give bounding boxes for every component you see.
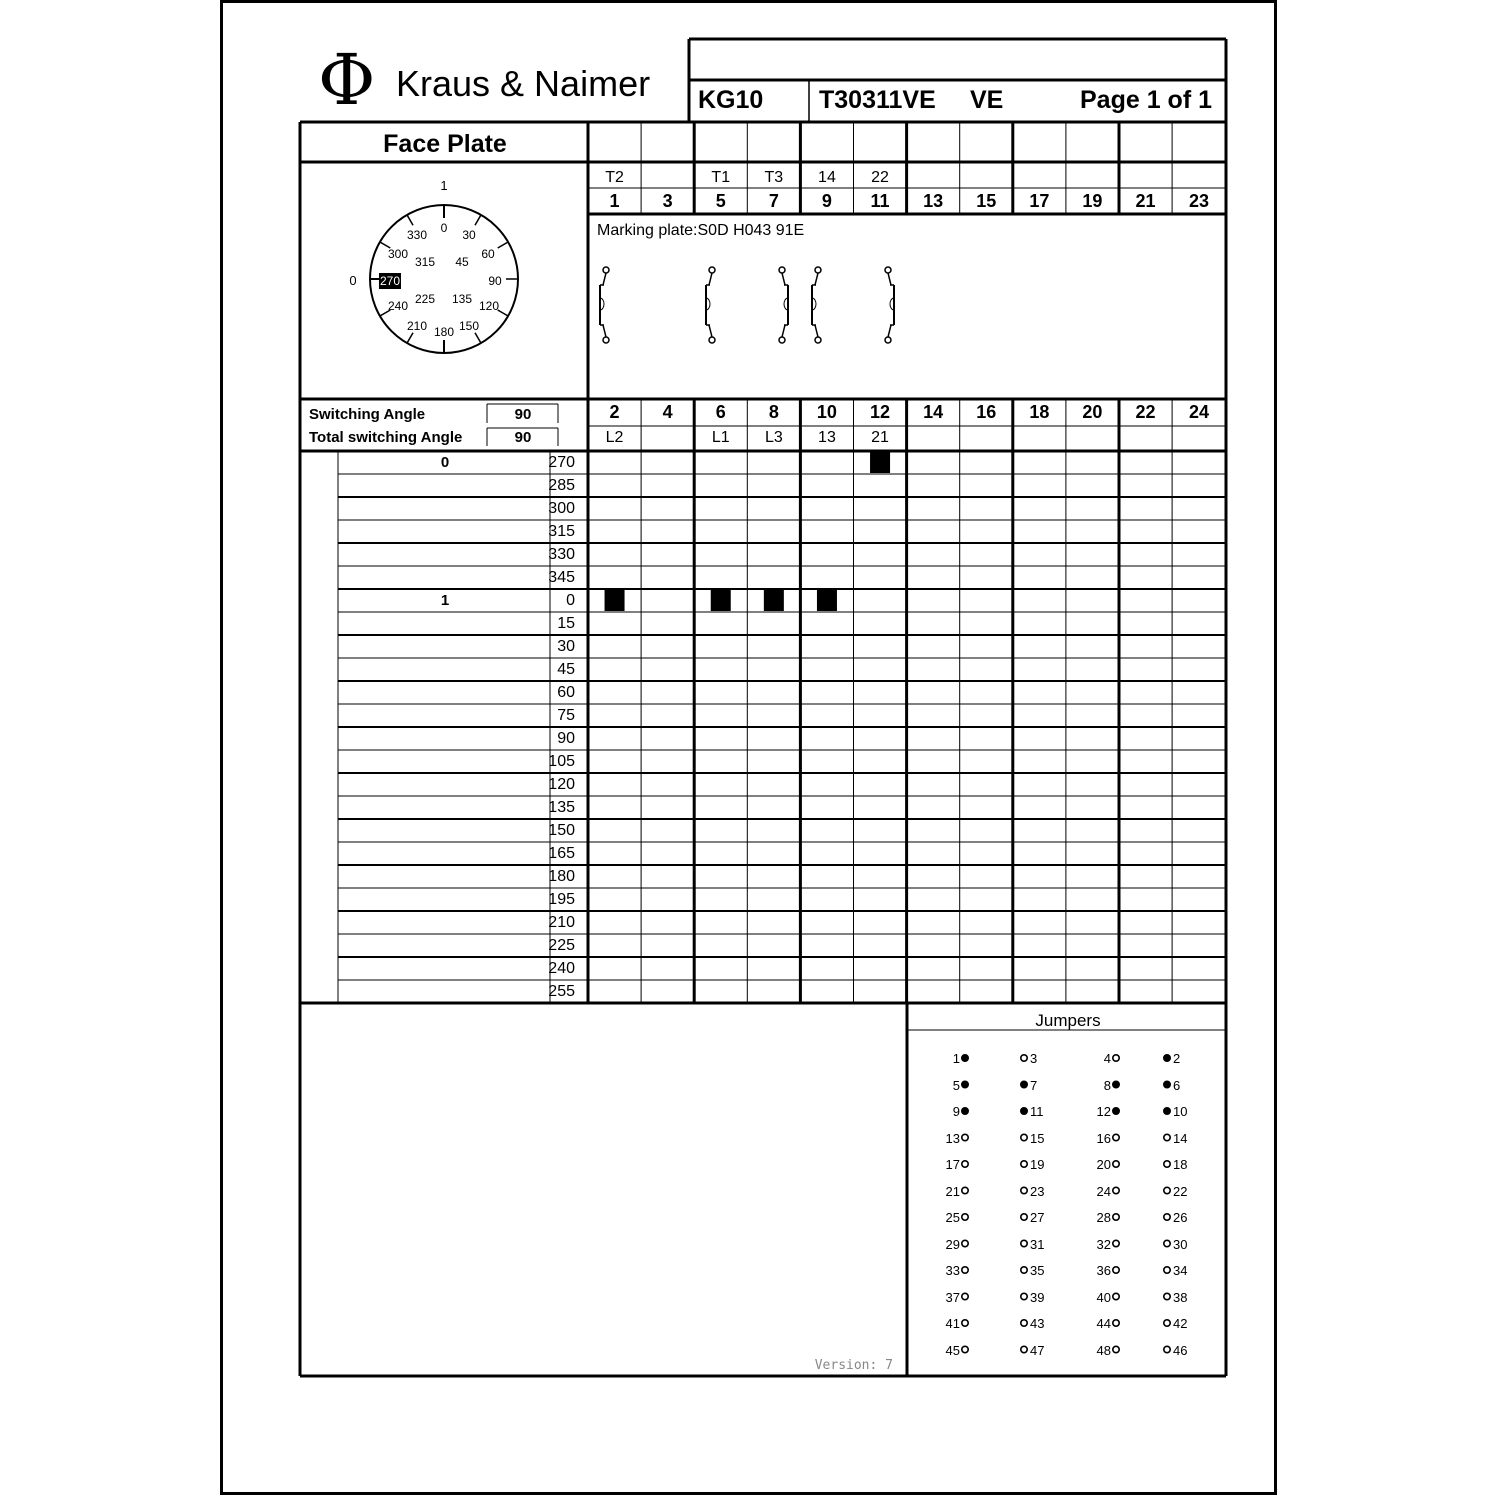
dial-angle-label: 0 <box>440 221 448 235</box>
jumper-open-dot <box>962 1240 968 1246</box>
jumper-number: 40 <box>1096 1289 1111 1305</box>
contact-terminal <box>815 267 821 273</box>
contact-top-number: 13 <box>923 191 944 211</box>
dial-angle-label: 300 <box>387 247 409 261</box>
jumper-open-dot <box>1021 1346 1027 1352</box>
dial-tick <box>498 242 508 248</box>
dial-position-label: 1 <box>440 178 448 193</box>
jumper-number: 6 <box>1173 1077 1181 1093</box>
contact-terminal <box>815 337 821 343</box>
jumper-open-dot <box>1021 1134 1027 1140</box>
dial-angle-label: 330 <box>406 228 428 242</box>
jumper-open-dot <box>1164 1267 1170 1273</box>
jumper-connected-dot <box>1113 1108 1119 1114</box>
dial-angle-label: 90 <box>488 274 502 288</box>
switching-angle-label: Switching Angle <box>309 406 426 423</box>
dial-angle-label: 30 <box>462 228 476 242</box>
jumper-number: 43 <box>1030 1316 1045 1331</box>
contact-top-label: T3 <box>764 169 784 186</box>
jumper-open-dot <box>1021 1187 1027 1193</box>
position-angle: 165 <box>548 845 575 862</box>
jumper-number: 47 <box>1030 1342 1045 1358</box>
contact-top-number: 19 <box>1082 191 1103 211</box>
contact-top-label: T1 <box>711 169 731 186</box>
position-angle: 180 <box>548 868 575 885</box>
jumper-open-dot <box>962 1346 968 1352</box>
jumper-number: 14 <box>1173 1130 1188 1146</box>
contact-bottom-label: 13 <box>818 429 836 446</box>
jumper-connected-dot <box>1021 1108 1027 1114</box>
contact-bottom-number: 4 <box>662 402 673 422</box>
jumper-number: 13 <box>945 1130 960 1146</box>
jumper-number: 32 <box>1096 1236 1111 1252</box>
jumper-number: 46 <box>1173 1342 1188 1358</box>
contact-bottom-number: 12 <box>870 402 891 422</box>
jumper-open-dot <box>962 1293 968 1299</box>
jumper-open-dot <box>1164 1240 1170 1246</box>
contact-top-number: 7 <box>768 191 779 211</box>
dial-angle-label: 135 <box>451 292 473 306</box>
position-angle: 135 <box>548 799 575 816</box>
position-angle: 150 <box>548 822 575 839</box>
jumper-open-dot <box>1113 1267 1119 1273</box>
jumper-number: 31 <box>1030 1236 1045 1252</box>
dial-tick <box>475 333 481 343</box>
dial-tick <box>407 215 413 225</box>
jumper-open-dot <box>1164 1346 1170 1352</box>
jumper-number: 26 <box>1173 1210 1188 1225</box>
contact-bottom-number: 16 <box>976 402 997 422</box>
jumper-number: 27 <box>1030 1210 1045 1225</box>
jumper-number: 42 <box>1173 1316 1188 1331</box>
jumper-open-dot <box>1164 1214 1170 1220</box>
position-angle: 30 <box>557 638 575 655</box>
dial-angle-label: 180 <box>433 325 455 339</box>
jumper-connected-dot <box>962 1108 968 1114</box>
jumper-number: 15 <box>1030 1130 1045 1146</box>
closed-contact-mark <box>870 452 890 473</box>
closed-contact-mark <box>605 590 625 611</box>
dial-angle-label: 60 <box>481 247 495 261</box>
jumper-open-dot <box>1113 1346 1119 1352</box>
contact-top-label: 22 <box>871 169 889 186</box>
jumper-open-dot <box>962 1320 968 1326</box>
jumper-number: 23 <box>1030 1183 1045 1199</box>
jumper-open-dot <box>1021 1161 1027 1167</box>
jumper-connected-dot <box>962 1081 968 1087</box>
jumper-open-dot <box>1021 1214 1027 1220</box>
contact-bottom-label: L3 <box>764 429 783 446</box>
closed-contact-mark <box>817 590 837 611</box>
jumper-number: 30 <box>1173 1236 1188 1252</box>
position-angle: 90 <box>557 730 575 747</box>
jumper-number: 19 <box>1030 1157 1045 1172</box>
jumper-number: 9 <box>952 1104 960 1119</box>
contact-bottom-label: L1 <box>711 429 730 446</box>
contact-terminal <box>709 267 715 273</box>
jumper-open-dot <box>1113 1187 1119 1193</box>
position-angle: 0 <box>566 592 575 609</box>
position-angle: 315 <box>548 523 575 540</box>
jumper-open-dot <box>962 1134 968 1140</box>
jumper-open-dot <box>1113 1293 1119 1299</box>
contact-bottom-number: 24 <box>1189 402 1210 422</box>
jumper-number: 29 <box>945 1236 960 1252</box>
contact-top-number: 3 <box>662 191 673 211</box>
jumper-open-dot <box>1021 1240 1027 1246</box>
contact-terminal <box>779 337 785 343</box>
jumper-connected-dot <box>962 1055 968 1061</box>
dial-tick <box>498 310 508 316</box>
jumper-number: 10 <box>1173 1104 1188 1119</box>
jumper-open-dot <box>962 1267 968 1273</box>
jumper-number: 22 <box>1173 1183 1188 1199</box>
jumper-number: 48 <box>1096 1342 1111 1358</box>
jumper-connected-dot <box>1164 1108 1170 1114</box>
contact-top-number: 9 <box>821 191 832 211</box>
jumper-open-dot <box>962 1187 968 1193</box>
position-angle: 240 <box>548 960 575 977</box>
jumper-number: 4 <box>1103 1051 1111 1066</box>
jumper-number: 21 <box>945 1183 960 1199</box>
position-angle: 300 <box>548 500 575 517</box>
order-suffix: VE <box>970 86 1004 114</box>
dial-angle-label: 240 <box>387 299 409 313</box>
contact-top-number: 21 <box>1135 191 1156 211</box>
faceplate-title: Face Plate <box>383 130 507 158</box>
position-angle: 225 <box>548 937 575 954</box>
jumper-number: 8 <box>1103 1077 1111 1093</box>
position-angle: 285 <box>548 477 575 494</box>
closed-contact-mark <box>764 590 784 611</box>
dial-angle-label: 150 <box>458 319 480 333</box>
jumper-open-dot <box>1113 1214 1119 1220</box>
jumper-open-dot <box>1164 1161 1170 1167</box>
jumper-number: 34 <box>1173 1263 1188 1278</box>
jumper-open-dot <box>1164 1134 1170 1140</box>
position-angle: 45 <box>557 661 575 678</box>
version-label: Version: 7 <box>814 1358 893 1373</box>
jumper-number: 44 <box>1096 1316 1111 1331</box>
jumper-number: 37 <box>945 1289 960 1305</box>
dial-selected-angle: 270 <box>379 274 401 288</box>
jumper-number: 1 <box>952 1051 960 1066</box>
marking-plate: Marking plate:S0D H043 91E <box>597 222 805 239</box>
position-label: 0 <box>440 454 450 471</box>
jumper-number: 45 <box>945 1342 960 1358</box>
contact-top-number: 17 <box>1029 191 1050 211</box>
position-angle: 75 <box>557 707 575 724</box>
jumper-open-dot <box>1021 1055 1027 1061</box>
position-angle: 15 <box>557 615 575 632</box>
contact-bottom-label: L2 <box>605 429 624 446</box>
jumper-open-dot <box>1113 1320 1119 1326</box>
position-angle: 255 <box>548 983 575 1000</box>
position-angle: 270 <box>548 454 575 471</box>
jumper-open-dot <box>962 1161 968 1167</box>
position-angle: 195 <box>548 891 575 908</box>
position-angle: 330 <box>548 546 575 563</box>
jumper-number: 16 <box>1096 1130 1111 1146</box>
jumper-open-dot <box>1113 1240 1119 1246</box>
jumper-number: 5 <box>952 1077 960 1093</box>
jumper-open-dot <box>962 1214 968 1220</box>
jumper-number: 11 <box>1030 1104 1044 1119</box>
total-switching-angle-value: 90 <box>514 429 532 446</box>
position-angle: 105 <box>548 753 575 770</box>
jumper-number: 17 <box>945 1157 960 1172</box>
jumper-number: 20 <box>1096 1157 1111 1172</box>
dial-tick <box>475 215 481 225</box>
contact-bottom-number: 8 <box>768 402 779 422</box>
jumper-open-dot <box>1021 1320 1027 1326</box>
dial-tick <box>407 333 413 343</box>
jumper-number: 39 <box>1030 1289 1045 1305</box>
jumper-number: 35 <box>1030 1263 1045 1278</box>
jumpers-title: Jumpers <box>1035 1011 1101 1030</box>
contact-bottom-number: 18 <box>1029 402 1050 422</box>
contact-terminal <box>709 337 715 343</box>
contact-top-number: 1 <box>609 191 620 211</box>
jumper-open-dot <box>1113 1055 1119 1061</box>
jumper-connected-dot <box>1113 1081 1119 1087</box>
jumper-open-dot <box>1021 1293 1027 1299</box>
contact-terminal <box>779 267 785 273</box>
contact-bottom-number: 14 <box>923 402 944 422</box>
position-angle: 345 <box>548 569 575 586</box>
contact-terminal <box>885 337 891 343</box>
jumper-connected-dot <box>1164 1055 1170 1061</box>
position-angle: 210 <box>548 914 575 931</box>
jumper-number: 38 <box>1173 1289 1188 1305</box>
contact-top-label: T2 <box>605 169 624 186</box>
dial-angle-label: 225 <box>414 292 436 306</box>
page-number: Page 1 of 1 <box>1080 86 1212 114</box>
jumper-connected-dot <box>1021 1081 1027 1087</box>
contact-top-number: 11 <box>870 191 890 211</box>
jumper-open-dot <box>1164 1320 1170 1326</box>
brand-name: Kraus & Naimer <box>396 63 651 104</box>
contact-terminal <box>603 267 609 273</box>
jumper-number: 2 <box>1173 1051 1181 1066</box>
contact-terminal <box>885 267 891 273</box>
dial-angle-label: 45 <box>455 255 469 269</box>
position-angle: 60 <box>557 684 575 701</box>
order-code: T30311VE <box>819 86 936 114</box>
contact-terminal <box>603 337 609 343</box>
jumper-number: 3 <box>1030 1051 1038 1066</box>
jumper-connected-dot <box>1164 1081 1170 1087</box>
closed-contact-mark <box>711 590 731 611</box>
position-angle: 120 <box>548 776 575 793</box>
jumper-number: 7 <box>1030 1077 1038 1093</box>
jumper-open-dot <box>1164 1187 1170 1193</box>
jumper-number: 12 <box>1096 1104 1111 1119</box>
model-code: KG10 <box>698 86 764 114</box>
jumper-open-dot <box>1021 1267 1027 1273</box>
brand-logo-symbol: Φ <box>318 39 376 121</box>
contact-bottom-number: 22 <box>1135 402 1156 422</box>
jumper-number: 18 <box>1173 1157 1188 1172</box>
position-label: 1 <box>440 592 450 609</box>
jumper-number: 28 <box>1096 1210 1111 1225</box>
total-switching-angle-label: Total switching Angle <box>309 429 463 446</box>
contact-top-number: 15 <box>976 191 997 211</box>
contact-top-label: 14 <box>818 169 836 186</box>
jumper-open-dot <box>1164 1293 1170 1299</box>
contact-bottom-number: 6 <box>715 402 726 422</box>
dial-angle-label: 120 <box>478 299 500 313</box>
jumper-number: 25 <box>945 1210 960 1225</box>
jumper-number: 33 <box>945 1263 960 1278</box>
switching-angle-value: 90 <box>514 406 532 423</box>
dial-angle-label: 210 <box>406 319 428 333</box>
jumper-open-dot <box>1113 1134 1119 1140</box>
contact-bottom-number: 10 <box>816 402 837 422</box>
jumper-number: 41 <box>945 1316 960 1331</box>
contact-bottom-label: 21 <box>871 429 889 446</box>
contact-bottom-number: 20 <box>1082 402 1103 422</box>
jumper-open-dot <box>1113 1161 1119 1167</box>
contact-top-number: 23 <box>1189 191 1210 211</box>
jumper-number: 24 <box>1096 1183 1111 1199</box>
contact-bottom-number: 2 <box>609 402 620 422</box>
dial-position-label: 0 <box>349 273 357 288</box>
dial-angle-label: 315 <box>414 255 436 269</box>
contact-top-number: 5 <box>715 191 726 211</box>
jumper-number: 36 <box>1096 1263 1111 1278</box>
